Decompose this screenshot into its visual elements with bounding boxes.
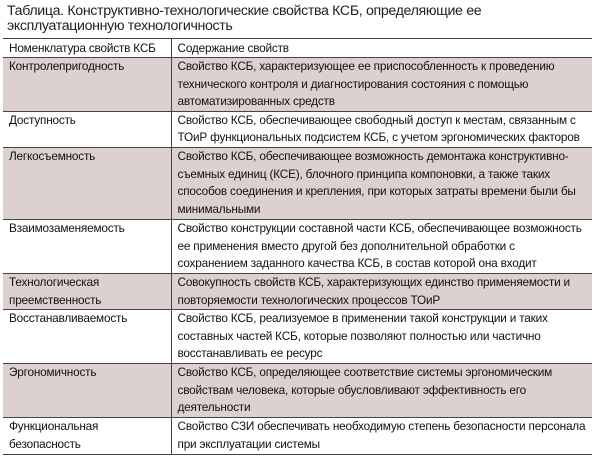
header-property-name: Номенклатура свойств КСБ	[3, 39, 171, 58]
header-row	[3, 39, 592, 58]
property-name: Легкосъемность	[3, 147, 171, 219]
property-name: Технологическая преемственность	[3, 273, 171, 309]
property-name: Функциональная безопасность	[3, 418, 171, 455]
table-caption: Таблица. Конструктивно-технологические свойства КСБ, определяющие ее эксплуатационную технологичность	[7, 4, 482, 34]
table-header	[3, 39, 592, 58]
property-content: Свойство КСБ, характеризующее ее приспособленность к проведению технического контроля и диагностирования состояния с помощью автоматизированных средств	[171, 58, 592, 112]
table-row	[3, 418, 592, 455]
property-name: Взаимозаменяемость	[3, 219, 171, 273]
property-content: Свойство КСБ, обеспечивающее возможность демонтажа конструктивно-съемных единиц (КСЕ), блочного принципа компоновки, а также таких способов соединения и крепления, при которых затраты времени были бы минимальными	[171, 147, 592, 219]
property-content: Свойство СЗИ обеспечивать необходимую степень безопасности персонала при эксплуатации системы	[171, 418, 592, 455]
property-name: Контролепригодность	[3, 58, 171, 112]
property-content: Свойство КСБ, обеспечивающее свободный доступ к местам, связанным с ТОиР функциональных подсистем КСБ, с учетом эргономических факторов	[171, 111, 592, 147]
table-row	[3, 111, 592, 147]
property-content: Свойство КСБ, реализуемое в применении такой конструкции и таких составных частей КСБ, которые позволяют полностью или частично восстанавливать ее ресурс	[171, 310, 592, 364]
table-body	[3, 58, 592, 455]
property-name: Эргономичность	[3, 364, 171, 418]
property-name: Доступность	[3, 111, 171, 147]
header-property-content: Содержание свойств	[171, 39, 592, 58]
table-row	[3, 273, 592, 309]
property-content: Свойство КСБ, определяющее соответствие системы эргономическим свойствам человека, которые обусловливают эффективность его деятельности	[171, 364, 592, 418]
table-row	[3, 310, 592, 364]
properties-table	[3, 38, 592, 455]
property-content: Совокупность свойств КСБ, характеризующих единство применяемости и повторяемости технологических процессов ТОиР	[171, 273, 592, 309]
table-row	[3, 364, 592, 418]
table-row	[3, 219, 592, 273]
property-content: Свойство конструкции составной части КСБ, обеспечивающее возможность ее применения вместо другой без дополнительной обработки с сохранением заданного качества КСБ, в состав которой она входит	[171, 219, 592, 273]
property-name: Восстанавливаемость	[3, 310, 171, 364]
table-row	[3, 58, 592, 112]
table-row	[3, 147, 592, 219]
